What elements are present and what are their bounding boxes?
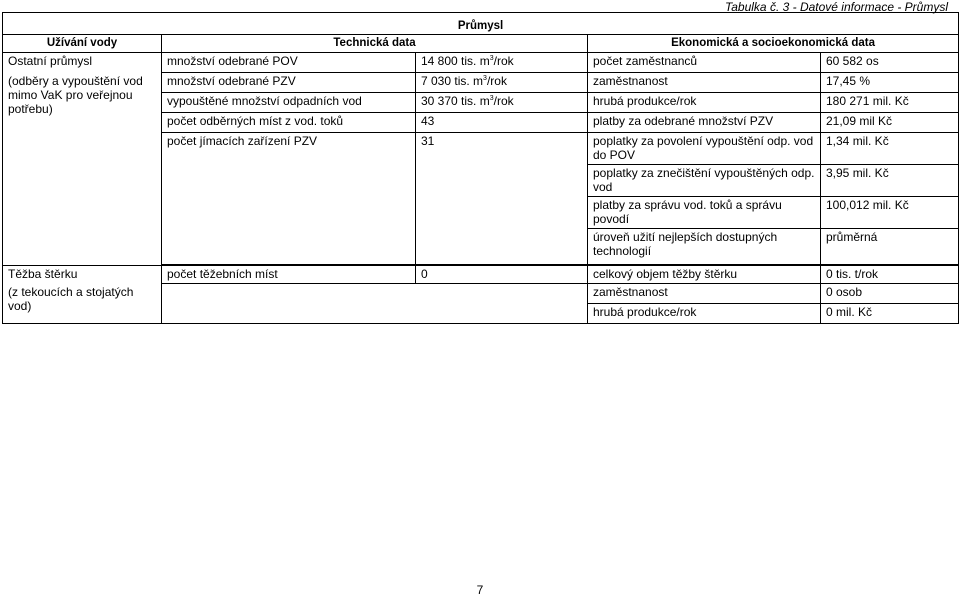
tech-value: 30 370 tis. $m^3$/rok bbox=[416, 93, 588, 113]
tech-value: 7 030 tis. $m^3$/rok bbox=[416, 73, 588, 93]
section1-name: Ostatní průmysl bbox=[3, 53, 162, 73]
econ-label: zaměstnanost bbox=[588, 73, 821, 93]
tech-value: 0 bbox=[416, 266, 588, 284]
table-caption: Tabulka č. 3 - Datové informace - Průmysl bbox=[725, 0, 948, 14]
econ-value: 0 osob bbox=[821, 284, 959, 304]
econ-value: 60 582 os bbox=[821, 53, 959, 73]
econ-label: poplatky za povolení vypouštění odp. vod do POV bbox=[588, 133, 821, 165]
econ-label: počet zaměstnanců bbox=[588, 53, 821, 73]
econ-value: 3,95 mil. Kč bbox=[821, 165, 959, 197]
data-table bbox=[2, 12, 959, 324]
header-water-use: Užívání vody bbox=[3, 35, 162, 53]
tech-label: počet odběrných míst z vod. toků bbox=[162, 113, 416, 133]
econ-value: 21,09 mil Kč bbox=[821, 113, 959, 133]
tech-value: 31 bbox=[416, 133, 588, 165]
tech-label: vypouštěné množství odpadních vod bbox=[162, 93, 416, 113]
tech-value: 14 800 tis. $m^3$/rok bbox=[416, 53, 588, 73]
tech-label: množství odebrané PZV bbox=[162, 73, 416, 93]
econ-label: hrubá produkce/rok bbox=[588, 93, 821, 113]
econ-value: 0 tis. t/rok bbox=[821, 266, 959, 284]
econ-label: hrubá produkce/rok bbox=[588, 304, 821, 324]
page-number: 7 bbox=[476, 583, 484, 597]
header-economic-data: Ekonomická a socioekonomická data bbox=[588, 35, 959, 53]
econ-label: celkový objem těžby štěrku bbox=[588, 266, 821, 284]
econ-label: platby za správu vod. toků a správu povodí bbox=[588, 197, 821, 229]
econ-label: poplatky za znečištění vypouštěných odp. vod bbox=[588, 165, 821, 197]
econ-label: úroveň užití nejlepších dostupných technologií bbox=[588, 229, 821, 265]
econ-value: 1,34 mil. Kč bbox=[821, 133, 959, 165]
header-technical-data: Technická data bbox=[162, 35, 588, 53]
section2-name: Těžba štěrku bbox=[3, 266, 162, 284]
econ-value: průměrná bbox=[821, 229, 959, 265]
table-title: Průmysl bbox=[3, 13, 959, 35]
econ-value: 17,45 % bbox=[821, 73, 959, 93]
econ-value: 0 mil. Kč bbox=[821, 304, 959, 324]
section1-description: (odběry a vypouštění vod mimo VaK pro veřejnou potřebu) bbox=[3, 73, 162, 266]
tech-label: počet těžebních míst bbox=[162, 266, 416, 284]
econ-label: platby za odebrané množství PZV bbox=[588, 113, 821, 133]
section2-description: (z tekoucích a stojatých vod) bbox=[3, 284, 162, 324]
econ-value: 100,012 mil. Kč bbox=[821, 197, 959, 229]
tech-label: počet jímacích zařízení PZV bbox=[162, 133, 416, 165]
econ-value: 180 271 mil. Kč bbox=[821, 93, 959, 113]
tech-label: množství odebrané POV bbox=[162, 53, 416, 73]
econ-label: zaměstnanost bbox=[588, 284, 821, 304]
tech-value: 43 bbox=[416, 113, 588, 133]
